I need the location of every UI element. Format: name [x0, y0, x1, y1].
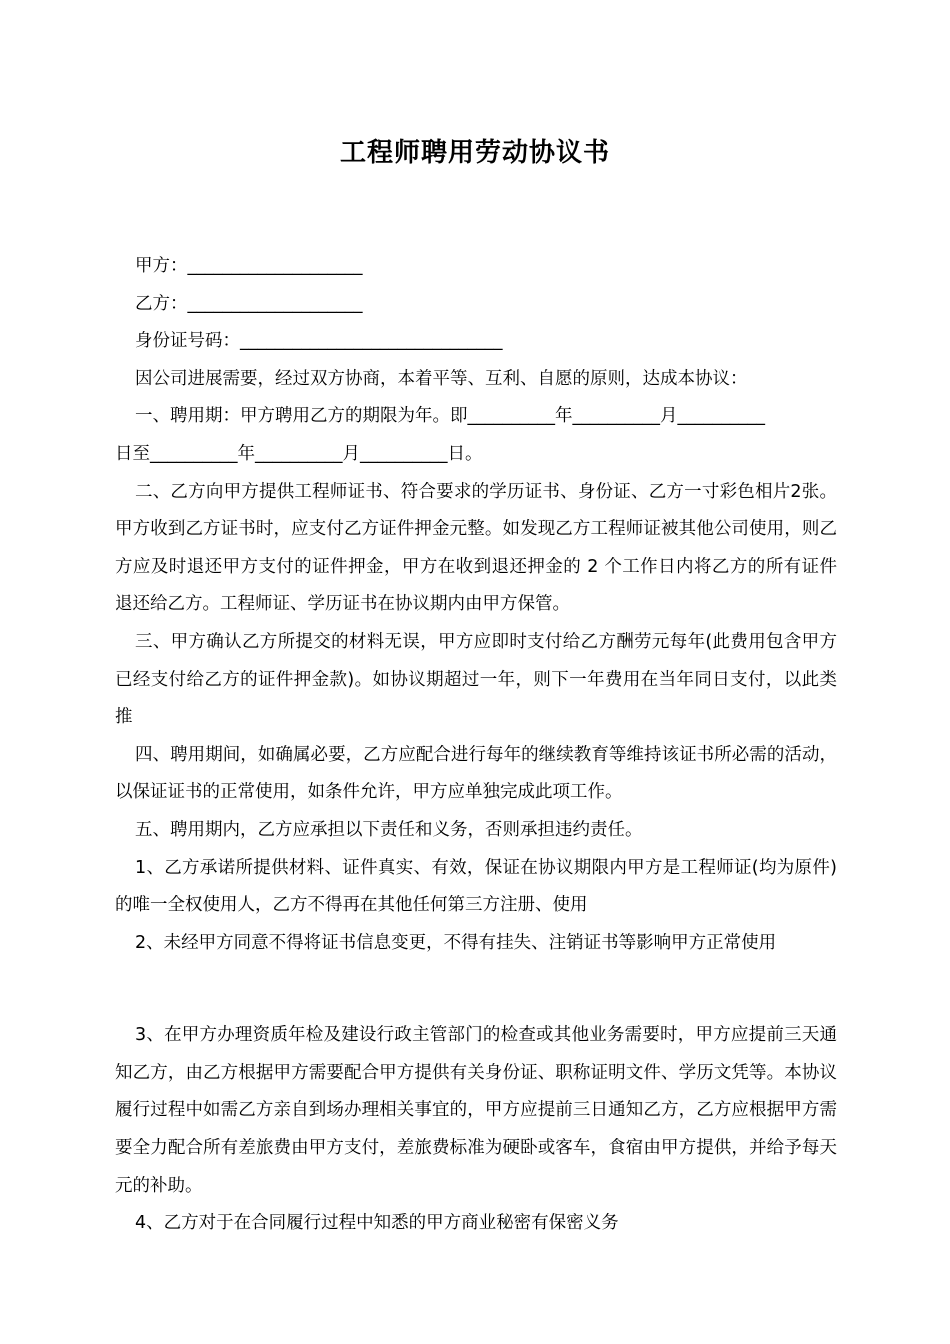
clause-5-4-paragraph: 4、乙方对于在合同履行过程中知悉的甲方商业秘密有保密义务 — [135, 1213, 619, 1234]
clause-5-2-paragraph: 2、未经甲方同意不得将证书信息变更，不得有挂失、注销证书等影响甲方正常使用 — [135, 932, 777, 953]
blank-gap — [115, 962, 837, 1017]
clause-5-1-paragraph: 1、乙方承诺所提供材料、证件真实、有效，保证在协议期限内甲方是工程师证(均为原件)的唯一全权使用人，乙方不得再在其他任何第三方注册、使用 — [115, 857, 837, 916]
clause-3-paragraph: 三、甲方确认乙方所提交的材料无误，甲方应即时支付给乙方酬劳元每年(此费用包含甲方已经支付给乙方的证件押金款)。如协议期超过一年，则下一年费用在当年同日支付，以此类推 — [115, 631, 837, 728]
document-body — [115, 248, 837, 1243]
id-number-line: 身份证号码：______________________________ — [135, 331, 503, 352]
clause-2-paragraph: 二、乙方向甲方提供工程师证书、符合要求的学历证书、身份证、乙方一寸彩色相片2张。甲方收到乙方证书时，应支付乙方证件押金元整。如发现乙方工程师证被其他公司使用，则乙方应及时退还甲方支付的证件押金，甲方在收到退还押金的 2 个工作日内将乙方的所有证件退还给乙方。工程师证、学历证书在协议期内由甲方保管。 — [115, 481, 837, 615]
clause-5-paragraph: 五、聘用期内，乙方应承担以下责任和义务，否则承担违约责任。 — [135, 819, 643, 840]
clause-1-line-1: 一、聘用期：甲方聘用乙方的期限为年。即__________年__________月__________ — [135, 406, 765, 427]
document-title: 工程师聘用劳动协议书 — [339, 138, 610, 168]
intro-paragraph: 因公司进展需要，经过双方协商，本着平等、互利、自愿的原则，达成本协议： — [135, 368, 748, 389]
party-a-line: 甲方：____________________ — [135, 256, 363, 276]
clause-4-paragraph: 四、聘用期间，如确属必要，乙方应配合进行每年的继续教育等维持该证书所必需的活动，以保证证书的正常使用，如条件允许，甲方应单独完成此项工作。 — [115, 744, 837, 803]
clause-1-line-2: 日至__________年__________月__________日。 — [115, 443, 483, 464]
party-b-line: 乙方：____________________ — [135, 293, 363, 314]
clause-5-3-paragraph: 3、在甲方办理资质年检及建设行政主管部门的检查或其他业务需要时，甲方应提前三天通知乙方，由乙方根据甲方需要配合甲方提供有关身份证、职称证明文件、学历文凭等。本协议履行过程中如需乙方亲自到场办理相关事宜的，甲方应提前三日通知乙方，乙方应根据甲方需要全力配合所有差旅费由甲方支付，差旅费标准为硬卧或客车，食宿由甲方提供，并给予每天元的补助。 — [115, 1025, 837, 1196]
